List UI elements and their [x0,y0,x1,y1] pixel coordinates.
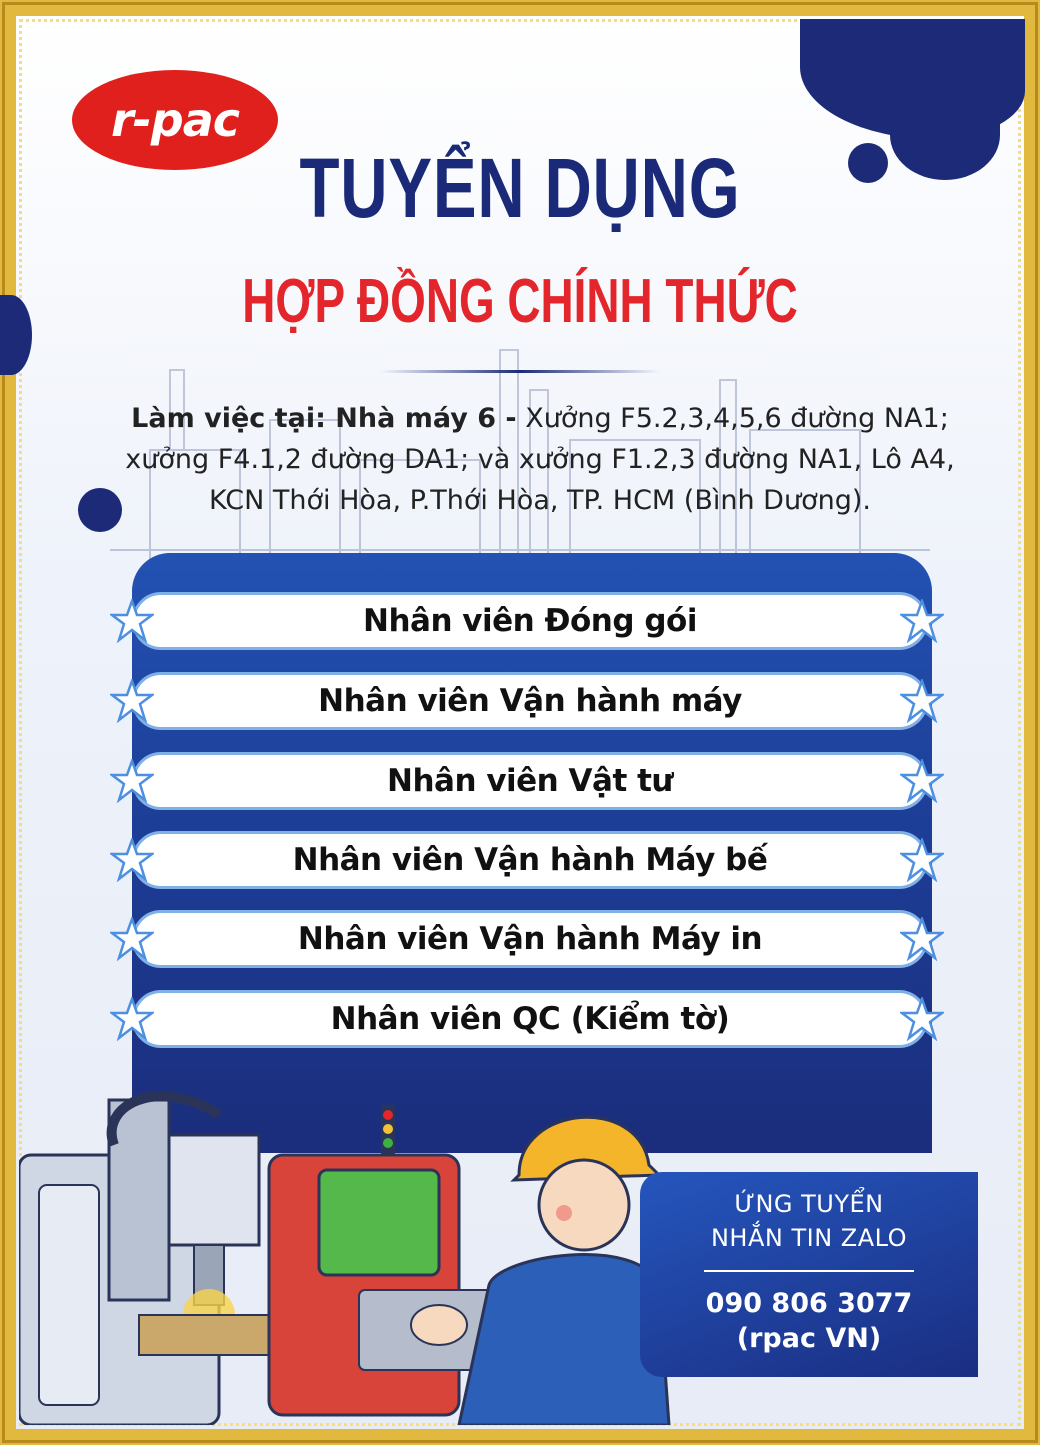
title-divider [380,370,660,373]
star-icon [900,997,944,1041]
work-location-detail: Xưởng F5.2,3,4,5,6 đường NA1; xưởng F4.1,2 đường DA1; và xưởng F1.2,3 đường NA1, Lô A4, KCN Thới Hòa, P.Thới Hòa, TP. HCM (Bình Dương). [125,403,955,516]
job-item [132,752,928,810]
apply-contact-box [640,1172,978,1377]
work-location-label: Làm việc tại: Nhà máy 6 - [131,403,517,434]
job-item-label: Nhân viên Vận hành máy [318,683,742,719]
job-item [132,592,928,650]
apply-heading: ỨNG TUYỂN [734,1190,884,1218]
star-icon [110,759,154,803]
job-item [132,831,928,889]
star-icon [900,599,944,643]
job-item-label: Nhân viên Đóng gói [363,603,697,639]
star-icon [110,997,154,1041]
apply-phone-number[interactable]: 090 806 3077 [705,1288,913,1319]
star-icon [900,917,944,961]
job-item-label: Nhân viên Vận hành Máy bế [292,842,768,878]
page-subtitle: HỢP ĐỒNG CHÍNH THỨC [242,267,798,336]
star-icon [110,599,154,643]
apply-zalo-name: (rpac VN) [736,1323,882,1354]
page-title: TUYỂN DỤNG [299,141,741,235]
job-item-label: Nhân viên Vận hành Máy in [297,921,763,957]
job-item [132,672,928,730]
job-item-label: Nhân viên Vật tư [387,763,673,799]
star-icon [110,838,154,882]
star-icon [110,917,154,961]
job-item [132,910,928,968]
job-item [132,990,928,1048]
job-item-label: Nhân viên QC (Kiểm tờ) [330,1001,730,1037]
star-icon [900,759,944,803]
apply-zalo-instruction: NHẮN TIN ZALO [710,1224,908,1252]
star-icon [110,679,154,723]
apply-divider [704,1270,914,1272]
logo-text: r-pac [110,93,239,147]
work-location [110,398,970,521]
star-icon [900,838,944,882]
star-icon [900,679,944,723]
